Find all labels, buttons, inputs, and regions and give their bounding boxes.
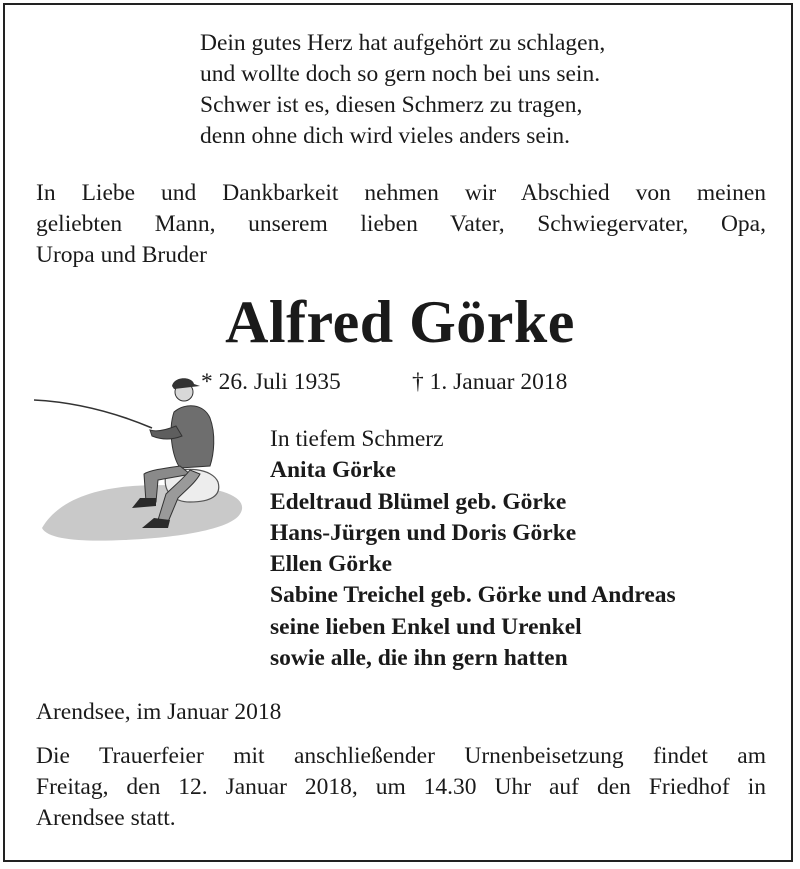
mourner-name: Sabine Treichel geb. Görke und Andreas: [270, 582, 676, 609]
mourners-heading: In tiefem Schmerz: [270, 426, 444, 452]
mourner-name: seine lieben Enkel und Urenkel: [270, 613, 582, 640]
poem-line: und wollte doch so gern noch bei uns sein.: [200, 61, 601, 87]
place-date: Arendsee, im Januar 2018: [36, 699, 282, 725]
poem: [200, 28, 605, 152]
funeral-line: Die Trauerfeier mit anschließender Urnenbeisetzung findet am: [36, 743, 766, 769]
death-date: † 1. Januar 2018: [412, 369, 568, 395]
mourner-name: Anita Görke: [270, 457, 396, 484]
fisherman-icon: [34, 370, 264, 550]
intro-line: Uropa und Bruder: [36, 242, 207, 268]
poem-line: denn ohne dich wird vieles anders sein.: [200, 123, 571, 149]
mourner-name: Ellen Görke: [270, 551, 393, 578]
mourners-list: [270, 424, 676, 674]
mourner-name: Hans-Jürgen und Doris Görke: [270, 519, 577, 546]
mourner-name: Edeltraud Blümel geb. Görke: [270, 488, 567, 515]
deceased-name: Alfred Görke: [225, 289, 575, 355]
funeral-line: Arendsee statt.: [36, 805, 176, 831]
funeral-notice: [36, 741, 766, 834]
poem-line: Schwer ist es, diesen Schmerz zu tragen,: [200, 92, 583, 118]
birth-date: * 26. Juli 1935: [201, 369, 341, 395]
intro-line: In Liebe und Dankbarkeit nehmen wir Abschied von meinen: [36, 180, 766, 206]
funeral-line: Freitag, den 12. Januar 2018, um 14.30 Uhr auf den Friedhof in: [36, 774, 766, 800]
poem-line: Dein gutes Herz hat aufgehört zu schlagen,: [200, 30, 606, 56]
intro-line: geliebten Mann, unserem lieben Vater, Schwiegervater, Opa,: [36, 211, 766, 237]
intro-text: [36, 178, 766, 271]
mourner-name: sowie alle, die ihn gern hatten: [270, 645, 568, 672]
